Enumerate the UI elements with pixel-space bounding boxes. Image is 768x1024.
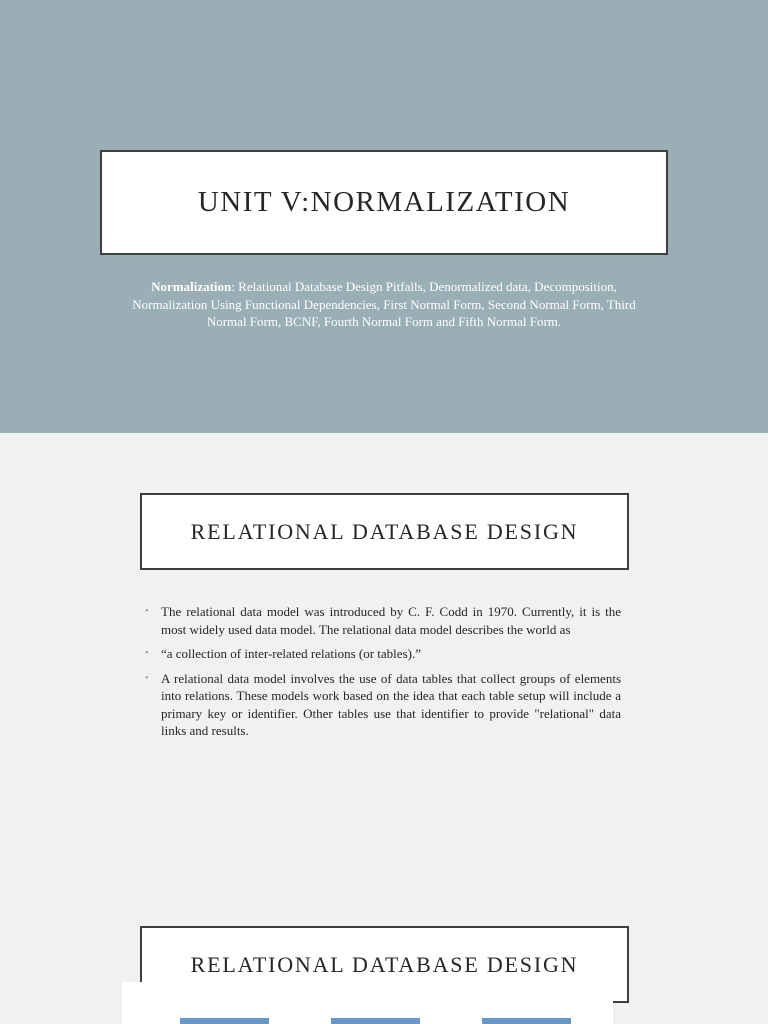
diagram-box [331, 1018, 420, 1024]
bullet-list [145, 603, 621, 747]
slide-1 [0, 0, 768, 433]
subtitle-text: : Relational Database Design Pitfalls, Denormalized data, Decomposition, Normalization Using Functional Dependencies, First Normal Form, Second Normal Form, Third Normal Form, BCNF, Fourth Normal Form and Fifth Normal Form. [132, 279, 636, 329]
slide-1-subtitle [115, 278, 653, 331]
bullet-item [145, 670, 621, 740]
slide-2-title-box [140, 493, 629, 570]
slide-3 [0, 866, 768, 1024]
slide-2-title: RELATIONAL DATABASE DESIGN [190, 518, 579, 544]
diagram-panel [122, 982, 613, 1024]
bullet-icon: • [145, 648, 149, 659]
bullet-item [145, 645, 621, 663]
slide-1-title: UNIT V:NORMALIZATION [197, 186, 571, 218]
bullet-icon: • [145, 606, 149, 617]
diagram-box [180, 1018, 269, 1024]
diagram-box [482, 1018, 571, 1024]
bullet-icon: • [145, 672, 149, 684]
bullet-text: “a collection of inter-related relations (or tables).” [161, 646, 421, 661]
subtitle-bold-term: Normalization [151, 279, 232, 294]
slide-2 [0, 433, 768, 866]
slide-3-title: RELATIONAL DATABASE DESIGN [190, 952, 579, 977]
slide-1-title-box [100, 150, 668, 255]
bullet-text: The relational data model was introduced by C. F. Codd in 1970. Currently, it is the most widely used data model. The relational data model describes the world as [161, 604, 621, 637]
bullet-item [145, 603, 621, 638]
bullet-text: A relational data model involves the use of data tables that collect groups of elements into relations. These models work based on the idea that each table setup will include a primary key or identifier. Other tables use that identifier to provide "relational" data links and results. [161, 670, 621, 738]
